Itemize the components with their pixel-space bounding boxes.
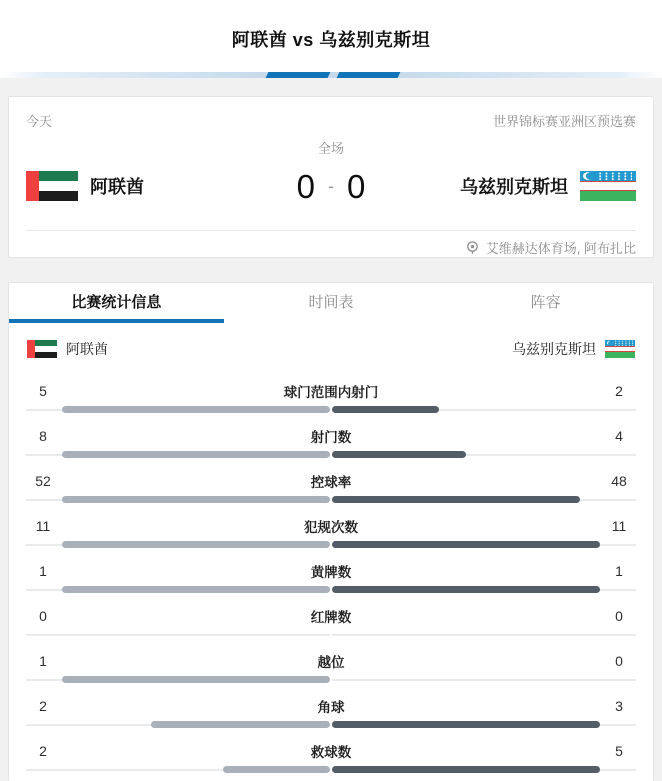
stat-label: 黄牌数 [310, 565, 352, 580]
home-team-name: 阿联酋 [90, 177, 144, 197]
away-stat-value: 0 [615, 653, 623, 669]
stat-text [26, 516, 636, 536]
home-bar [26, 631, 330, 638]
legend-home-team [27, 339, 108, 359]
stat-text [26, 651, 636, 671]
scoreboard-meta [26, 97, 636, 130]
stat-row [9, 373, 653, 418]
stat-label: 救球数 [310, 745, 352, 760]
stat-label: 犯规次数 [304, 520, 358, 535]
stat-text [26, 696, 636, 716]
stat-label: 红牌数 [310, 610, 352, 625]
venue [26, 231, 636, 258]
page-title: 阿联酋 vs 乌兹别克斯坦 [231, 30, 431, 50]
stats-card [8, 282, 654, 781]
stat-row [9, 508, 653, 553]
away-bar [332, 586, 636, 593]
period-label: 全场 [317, 141, 344, 156]
stat-row [9, 463, 653, 508]
legend-home-name: 阿联酋 [66, 341, 108, 357]
tab-阵容[interactable]: 阵容 [438, 283, 653, 323]
away-team-name: 乌兹别克斯坦 [460, 177, 568, 197]
away-stat-value: 0 [615, 608, 623, 624]
away-team [460, 171, 636, 201]
match-date: 今天 [26, 114, 53, 129]
decorative-stripe [0, 72, 662, 78]
scoreboard-card [8, 96, 654, 258]
location-pin-icon [465, 240, 480, 255]
home-team [26, 171, 297, 201]
stat-text [26, 741, 636, 761]
stat-bar [26, 406, 636, 413]
away-stat-value: 3 [615, 698, 623, 714]
stat-bar [26, 541, 636, 548]
uae-flag-icon [26, 171, 78, 201]
stat-bar [26, 496, 636, 503]
tabs [9, 283, 653, 323]
stat-row [9, 418, 653, 463]
home-stat-value: 1 [39, 563, 47, 579]
uzbekistan-flag-icon [580, 171, 636, 201]
uzbekistan-flag-icon [605, 340, 635, 358]
home-bar [26, 586, 330, 593]
stripe-segment [337, 72, 401, 78]
stats-list [9, 373, 653, 778]
away-stat-value: 48 [611, 473, 627, 489]
away-bar [332, 406, 636, 413]
home-bar [26, 451, 330, 458]
away-bar [332, 541, 636, 548]
home-bar [26, 496, 330, 503]
competition-name: 世界锦标赛亚洲区预选赛 [492, 114, 636, 129]
stat-label: 越位 [317, 655, 345, 670]
teams-row [26, 162, 636, 210]
away-bar [332, 766, 636, 773]
stat-label: 射门数 [310, 430, 352, 445]
home-stat-value: 8 [39, 428, 47, 444]
away-stat-value: 1 [615, 563, 623, 579]
stat-label: 球门范围内射门 [283, 385, 379, 400]
home-stat-value: 2 [39, 743, 47, 759]
legend-away-name: 乌兹别克斯坦 [512, 341, 596, 357]
stat-bar [26, 721, 636, 728]
stat-text [26, 471, 636, 491]
stat-bar [26, 631, 636, 638]
away-score: 0 [347, 167, 366, 205]
venue-text: 艾维赫达体育场, 阿布扎比 [485, 241, 636, 256]
stat-row [9, 643, 653, 688]
stat-text [26, 606, 636, 626]
stat-bar [26, 586, 636, 593]
stat-row [9, 598, 653, 643]
stat-row [9, 553, 653, 598]
stat-text [26, 561, 636, 581]
home-bar [26, 676, 330, 683]
home-stat-value: 0 [39, 608, 47, 624]
home-bar [26, 541, 330, 548]
away-bar [332, 496, 636, 503]
tab-时间表[interactable]: 时间表 [224, 283, 439, 323]
stat-label: 控球率 [310, 475, 352, 490]
stat-label: 角球 [317, 700, 345, 715]
away-bar [332, 721, 636, 728]
stat-bar [26, 451, 636, 458]
away-stat-value: 11 [611, 518, 627, 534]
away-bar [332, 451, 636, 458]
stripe-segment [266, 72, 331, 78]
tab-比赛统计信息[interactable]: 比赛统计信息 [9, 283, 224, 323]
away-stat-value: 2 [615, 383, 623, 399]
away-bar [332, 631, 636, 638]
home-bar [26, 406, 330, 413]
uae-flag-icon [27, 340, 57, 358]
stat-text [26, 426, 636, 446]
away-bar [332, 676, 636, 683]
teams-legend [9, 339, 653, 359]
home-score: 0 [296, 167, 315, 205]
stat-bar [26, 676, 636, 683]
score-separator: - [328, 175, 334, 196]
match-header [0, 0, 662, 72]
home-bar [26, 766, 330, 773]
stat-row [9, 733, 653, 778]
home-stat-value: 11 [35, 518, 51, 534]
stat-row [9, 688, 653, 733]
stat-text [26, 381, 636, 401]
stat-bar [26, 766, 636, 773]
home-stat-value: 2 [39, 698, 47, 714]
away-stat-value: 4 [615, 428, 623, 444]
away-stat-value: 5 [615, 743, 623, 759]
home-stat-value: 52 [35, 473, 51, 489]
legend-away-team [512, 339, 635, 359]
home-bar [26, 721, 330, 728]
home-stat-value: 5 [39, 383, 47, 399]
score [296, 167, 366, 205]
home-stat-value: 1 [39, 653, 47, 669]
